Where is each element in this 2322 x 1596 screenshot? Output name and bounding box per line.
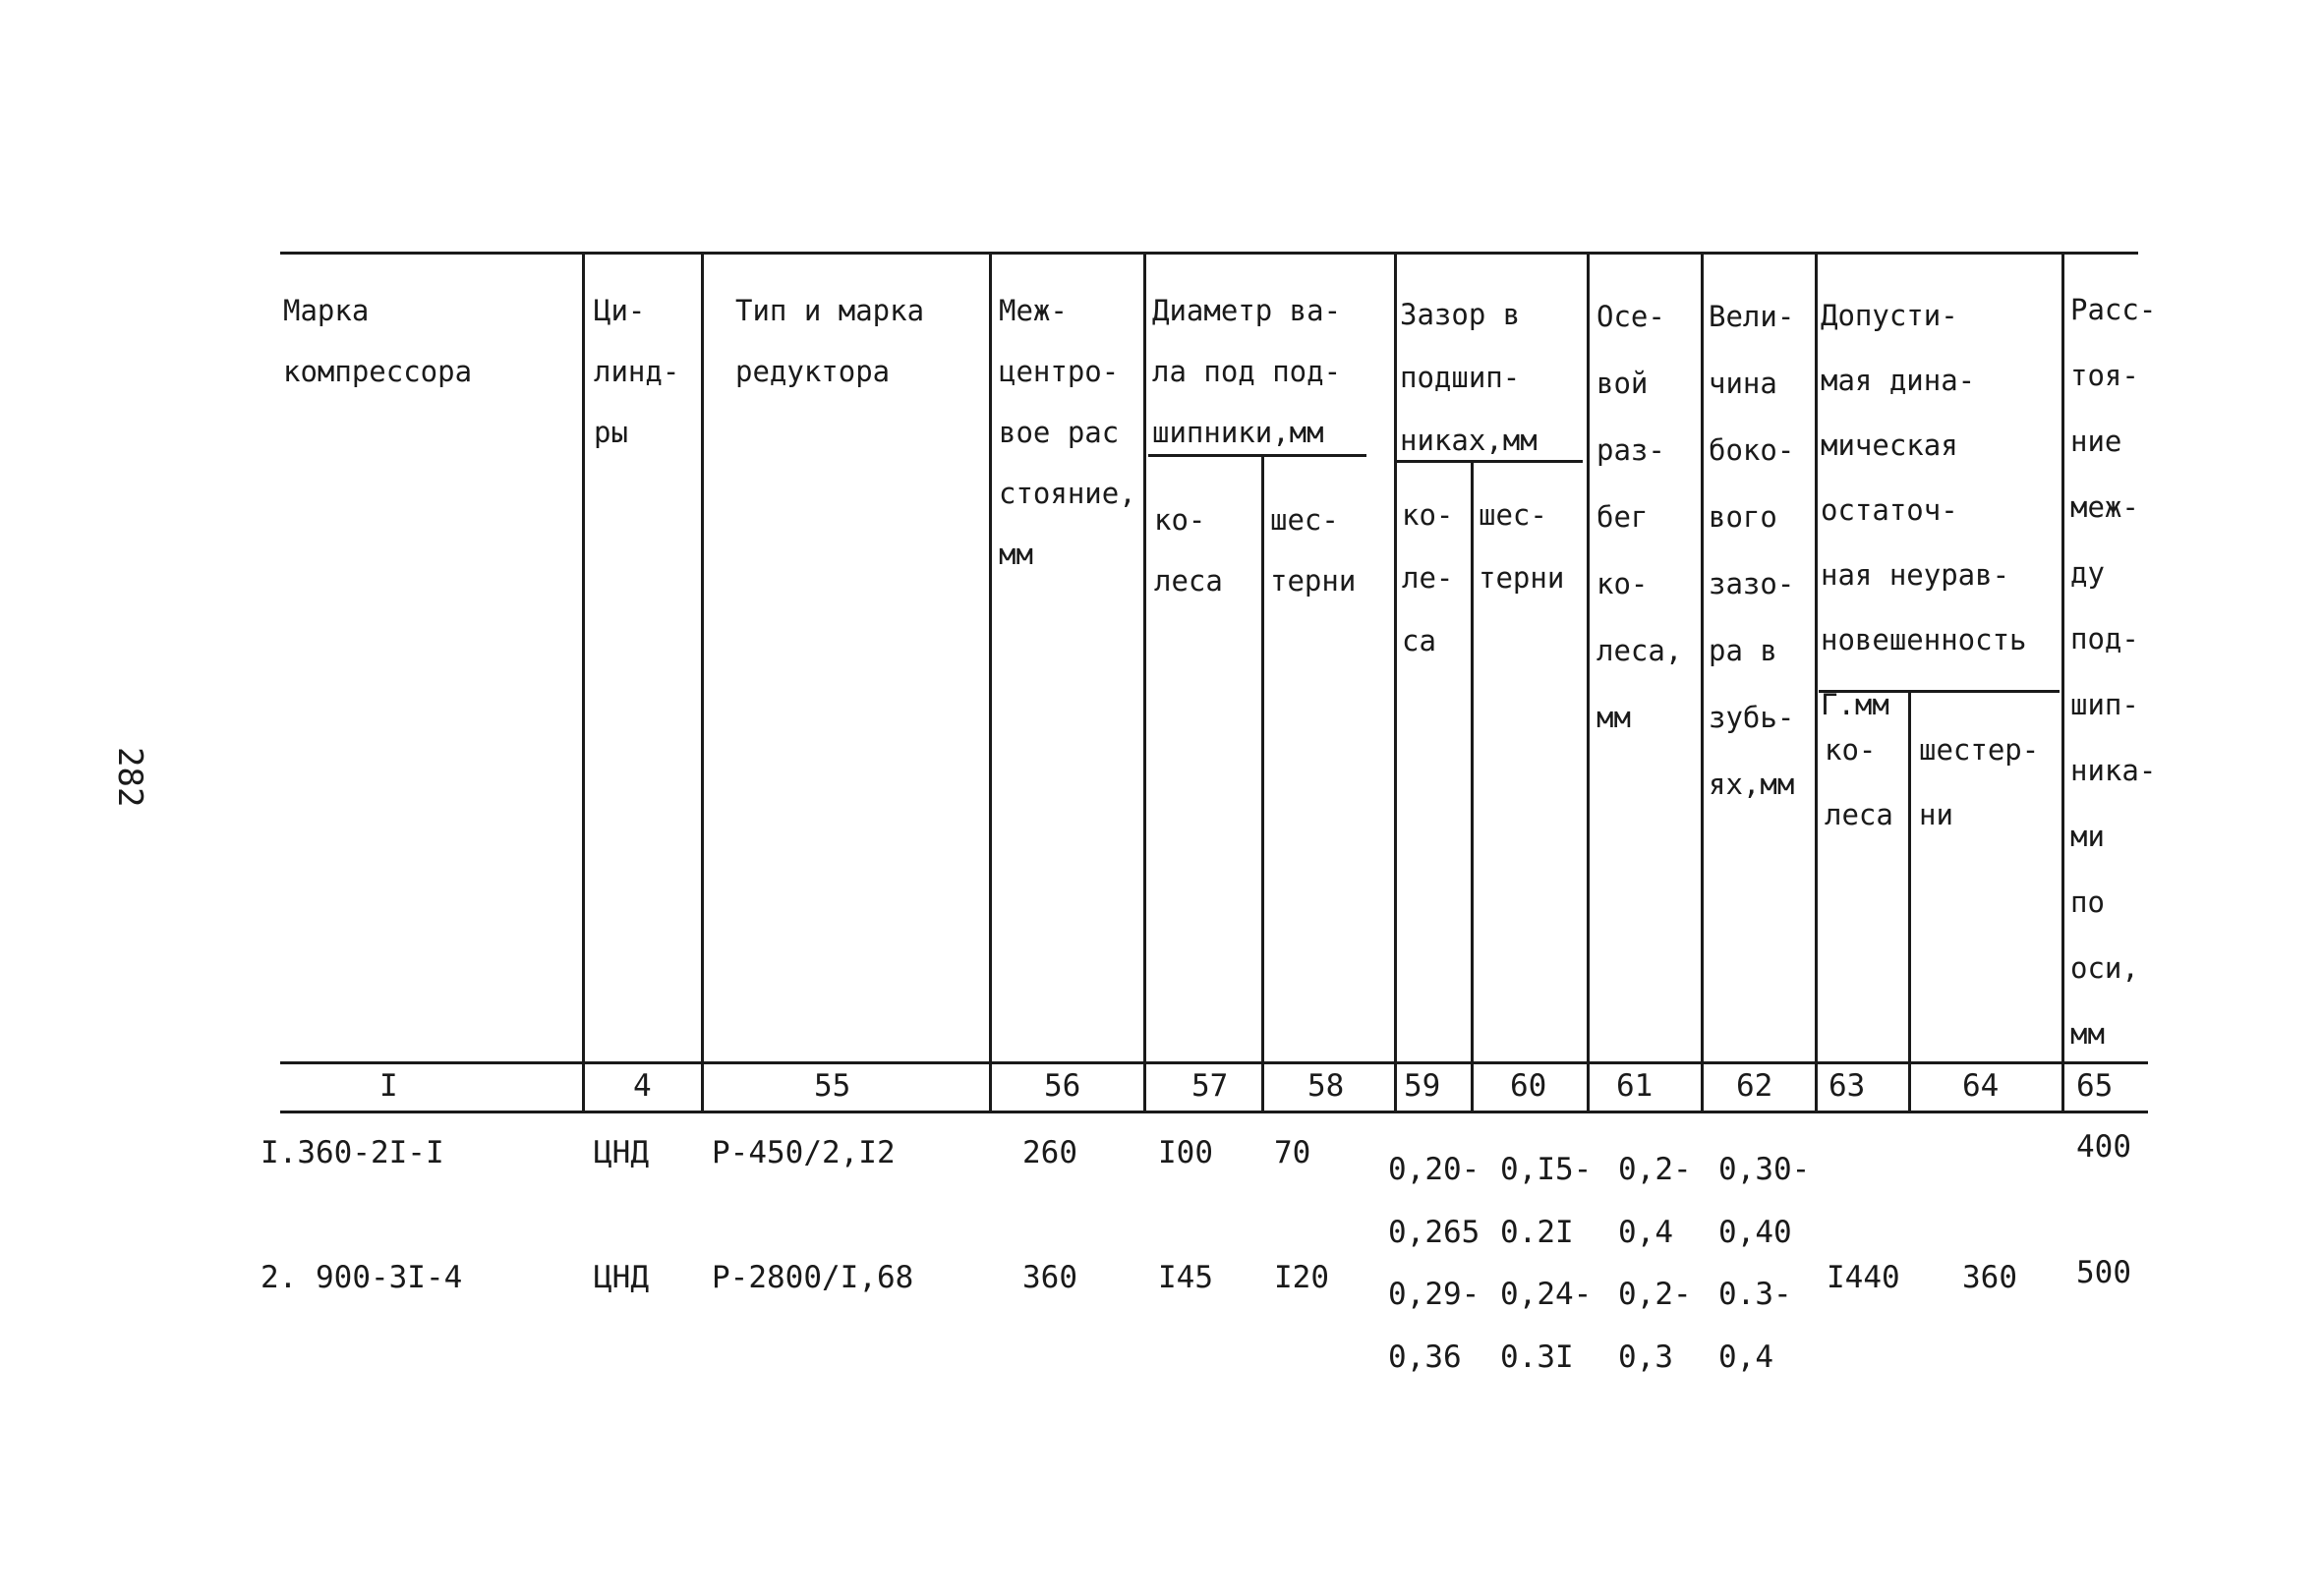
table-row-2-d-koleso: I45 (1158, 1260, 1213, 1295)
column-number: 57 (1191, 1068, 1229, 1104)
header-diam-koleso: ко- леса (1154, 503, 1223, 598)
table-row-1-cilindry: ЦНД (594, 1135, 649, 1170)
col-divider (1587, 254, 1590, 1111)
header-velichina: Вели- чина боко- вого зазо- ра в зубь- ях,мм (1709, 300, 1795, 801)
colnum-bottom-rule (280, 1111, 2148, 1113)
table-row-1-d-shest: 70 (1274, 1135, 1311, 1170)
header-zazor: Зазор в подшип- никах,мм (1400, 298, 1538, 457)
column-number: 59 (1404, 1068, 1441, 1104)
col-divider (1261, 456, 1264, 1111)
header-osevoy: Осе- вой раз- бег ко- леса, мм (1596, 300, 1683, 734)
header-marka: Марка компрессора (283, 294, 473, 388)
col-divider (582, 254, 585, 1111)
table-top-rule (280, 252, 2138, 255)
col-divider (1471, 462, 1474, 1111)
col-divider (2061, 254, 2064, 1111)
col-divider (1815, 254, 1818, 1111)
col-divider (1394, 254, 1397, 1111)
table-row-2-tip: Р-2800/I,68 (712, 1260, 914, 1295)
header-dopust-koleso: ко- леса (1825, 733, 1893, 831)
table-row-1-marka: I.360-2I-I (261, 1135, 444, 1170)
table-row-1-tip: Р-450/2,I2 (712, 1135, 896, 1170)
table-row-1-osevoy: 0,2- 0,4 (1618, 1152, 1692, 1250)
table-row-1-d-koleso: I00 (1158, 1135, 1213, 1170)
table-row-1-mezh: 260 (1022, 1135, 1077, 1170)
column-number: 61 (1616, 1068, 1654, 1104)
table-row-1-velichina: 0,30- 0,40 (1718, 1152, 1811, 1250)
table-row-1-z-shest: 0,I5- 0.2I (1500, 1152, 1593, 1250)
col-divider (1908, 692, 1911, 1111)
col-divider (989, 254, 992, 1111)
table-row-2-dop-shest: 360 (1962, 1260, 2017, 1295)
header-zazor-koleso: ко- ле- са (1402, 498, 1454, 657)
header-cilindry: Ци- линд- ры (594, 294, 680, 449)
header-dopust-shest: шестер- ни (1919, 733, 2040, 831)
table-row-2-velichina: 0.3- 0,4 (1718, 1277, 1792, 1375)
column-number: 62 (1736, 1068, 1773, 1104)
table-row-2-cilindry: ЦНД (594, 1260, 649, 1295)
table-row-2-z-shest: 0,24- 0.3I (1500, 1277, 1593, 1375)
column-number: 60 (1510, 1068, 1547, 1104)
column-number: 65 (2076, 1068, 2114, 1104)
column-number: 4 (633, 1068, 652, 1104)
table-row-2-dop-koleso: I440 (1827, 1260, 1900, 1295)
header-mezh: Меж- центро- вое рас стояние, мм (999, 294, 1136, 571)
col-divider (1143, 254, 1146, 1111)
header-rasst: Расс- тоя- ние меж- ду под- шип- ника- ми по оси, мм (2070, 293, 2157, 1051)
table-row-2-marka: 2. 900-3I-4 (261, 1260, 463, 1295)
column-number: 56 (1044, 1068, 1081, 1104)
col-divider (701, 254, 704, 1111)
column-number: 64 (1962, 1068, 2000, 1104)
column-number: 58 (1307, 1068, 1345, 1104)
table-row-2-mezh: 360 (1022, 1260, 1077, 1295)
table-row-2-d-shest: I20 (1274, 1260, 1329, 1295)
column-number: I (379, 1068, 398, 1104)
header-zazor-shest: шес- терни (1479, 498, 1565, 595)
header-diam: Диаметр ва- ла под под- шипники,мм (1152, 294, 1342, 449)
table-row-2-rasst: 500 (2076, 1255, 2131, 1290)
table-row-2-z-koleso: 0,29- 0,36 (1388, 1277, 1480, 1375)
header-bottom-rule (280, 1061, 2148, 1064)
table-row-1-rasst: 400 (2076, 1129, 2131, 1165)
table-row-1-z-koleso: 0,20- 0,265 (1388, 1152, 1480, 1250)
column-number: 63 (1829, 1068, 1866, 1104)
header-tip: Тип и марка редуктора (735, 294, 925, 388)
header-diam-shest: шес- терни (1270, 503, 1357, 598)
col-divider (1701, 254, 1704, 1111)
column-number: 55 (814, 1068, 851, 1104)
page-number: 282 (110, 747, 149, 808)
table-row-2-osevoy: 0,2- 0,3 (1618, 1277, 1692, 1375)
header-dopust: Допусти- мая дина- мическая остаточ- ная неурав- новешенность Г.мм (1821, 299, 2027, 721)
